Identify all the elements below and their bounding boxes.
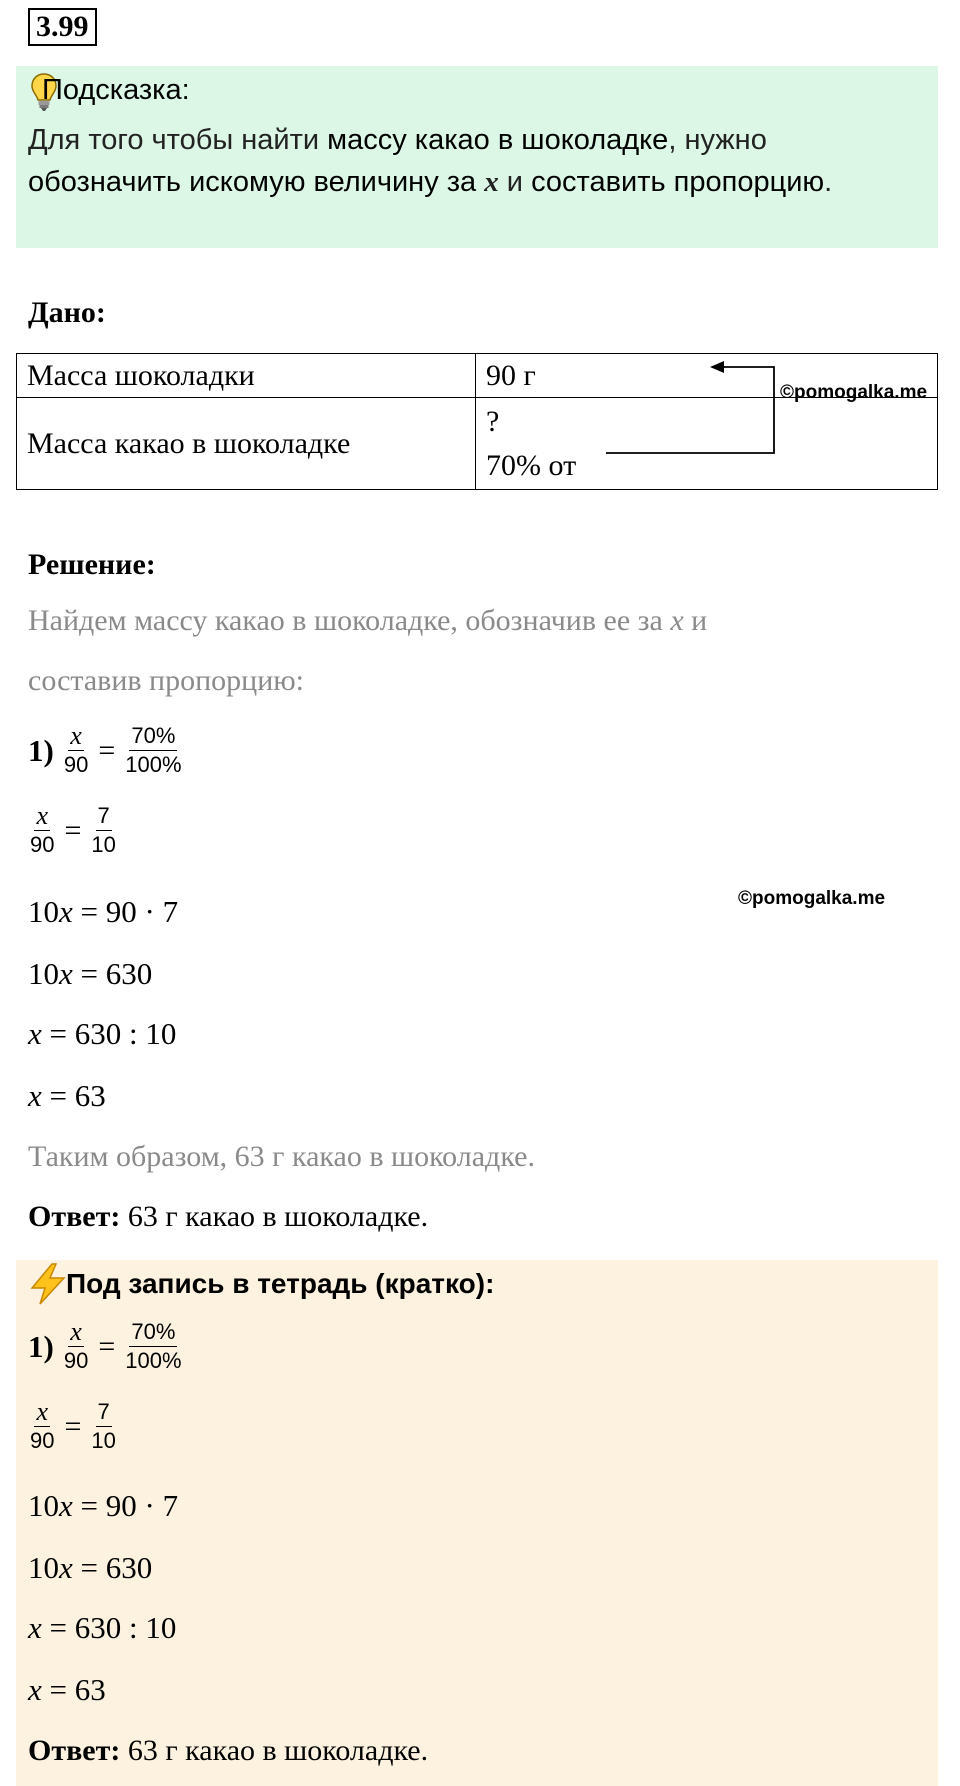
watermark: ©pomogalka.me	[780, 382, 928, 403]
proportion-2: $\frac{x}{90}$ = $\frac{7}{10}$	[30, 801, 116, 857]
fraction: $\frac{70\%}{100\%}$	[125, 723, 182, 777]
given-percent: 70% от	[486, 448, 577, 482]
given-title: Дано:	[28, 296, 106, 329]
fraction: $\frac{x}{90}$	[30, 801, 55, 857]
conclusion: Таким образом, 63 г какао в шоколадке.	[28, 1140, 535, 1173]
equation-3: x = 630 : 10	[28, 1016, 177, 1051]
fraction: $\frac{70\%}{100\%}$	[125, 1319, 182, 1373]
note-equation-1: 10x = 90 · 7	[28, 1488, 179, 1523]
fraction: $\frac{x}{90}$	[30, 1397, 55, 1453]
hint-line-1: Для того чтобы найти массу какао в шоколадке, нужно	[28, 124, 767, 156]
step-label: 1)	[28, 732, 54, 768]
note-equation-3: x = 630 : 10	[28, 1610, 177, 1645]
given-label: Масса какао в шоколадке	[17, 398, 476, 490]
hint-title: Подсказка:	[42, 74, 190, 106]
hint-line-2: обозначить искомую величину за x и составить пропорцию.	[28, 166, 833, 198]
proportion-1: 1) $\frac{x}{90}$ = $\frac{70\%}{100\%}$	[28, 721, 182, 777]
note-equation-4: x = 63	[28, 1672, 106, 1707]
solution-intro-2: составив пропорцию:	[28, 664, 305, 697]
task-number: 3.99	[28, 8, 97, 46]
given-unknown: ?	[486, 404, 500, 438]
note-equation-2: 10x = 630	[28, 1550, 153, 1585]
lightning-icon	[28, 1262, 68, 1306]
given-label: Масса шоколадки	[17, 354, 476, 398]
note-proportion-1: 1) $\frac{x}{90}$ = $\frac{70\%}{100\%}$	[28, 1317, 182, 1373]
fraction: $\frac{x}{90}$	[63, 721, 89, 777]
fraction: $\frac{7}{10}$	[91, 1399, 116, 1453]
fraction: $\frac{7}{10}$	[91, 803, 116, 857]
equation-2: 10x = 630	[28, 956, 153, 991]
watermark: ©pomogalka.me	[738, 888, 886, 909]
solution-title: Решение:	[28, 548, 156, 581]
step-label: 1)	[28, 1328, 54, 1364]
equation-1: 10x = 90 · 7	[28, 894, 179, 929]
note-proportion-2: $\frac{x}{90}$ = $\frac{7}{10}$	[30, 1397, 116, 1453]
fraction: $\frac{x}{90}$	[63, 1317, 89, 1373]
note-title: Под запись в тетрадь (кратко):	[66, 1268, 495, 1299]
note-answer: Ответ: 63 г какао в шоколадке.	[28, 1734, 429, 1767]
reference-arrow	[600, 355, 800, 475]
equation-4: x = 63	[28, 1078, 106, 1113]
given-value: 90 г	[476, 354, 938, 398]
solution-intro-1: Найдем массу какао в шоколадке, обозначив ее за x и	[28, 604, 708, 637]
answer: Ответ: 63 г какао в шоколадке.	[28, 1200, 429, 1233]
